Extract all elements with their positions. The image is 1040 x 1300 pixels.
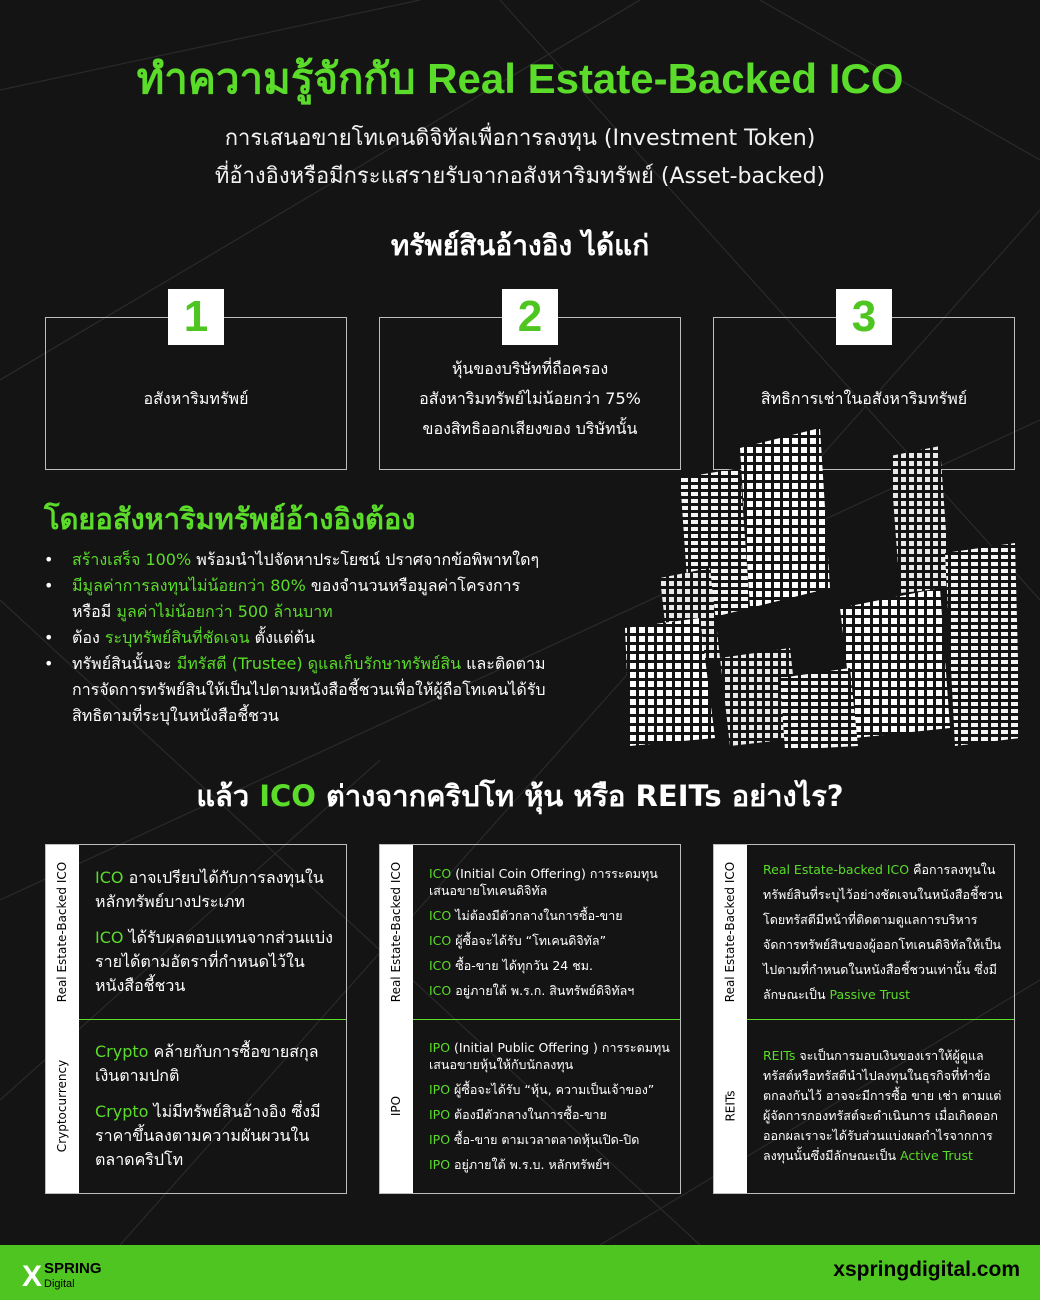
svg-text:X: X (22, 1260, 43, 1293)
compare-heading: แล้ว ICO ต่างจากคริปโท หุ้น หรือ REITs อย่างไร? (196, 779, 844, 813)
compare-card-reits (713, 844, 1015, 1194)
requirement-item: • สร้างเสร็จ 100% พร้อมนำไปจัดหาประโยชน์ ปราศจากข้อพิพาทใดๆ (44, 547, 604, 573)
section-label: IPO (380, 1019, 413, 1193)
paragraph: ICO ได้รับผลตอบแทนจากส่วนแบ่งรายได้ตามอัตราที่กำหนดไว้ในหนังสือชี้ชวน (95, 928, 333, 995)
requirement-item: • มีมูลค่าการลงทุนไม่น้อยกว่า 80% ของจำนวนหรือมูลค่าโครงการ หรือมี มูลค่าไม่น้อยกว่า 500 ล้านบาท (44, 573, 604, 625)
section-label: Real Estate-Backed ICO (714, 845, 747, 1019)
page-subtitle (0, 120, 1040, 196)
paragraph: Crypto ไม่มีทรัพย์สินอ้างอิง ซึ่งมีราคาขึ้นลงตามความผันผวนในตลาดคริปโท (95, 1102, 321, 1169)
card-section-ico (380, 845, 680, 1020)
list-item: ICO ผู้ซื้อจะได้รับ “โทเคนดิจิทัล” (429, 933, 607, 948)
section-label: REITs (714, 1019, 747, 1193)
section-label: Real Estate-Backed ICO (46, 845, 79, 1019)
compare-card-crypto (45, 844, 347, 1194)
assets-heading: ทรัพย์สินอ้างอิง ได้แก่ (390, 229, 650, 262)
asset-number-3: 3 (836, 289, 892, 345)
list-item: ICO ซื้อ-ขาย ได้ทุกวัน 24 ชม. (429, 958, 593, 973)
subtitle-line-1: การเสนอขายโทเคนดิจิทัลเพื่อการลงทุน (Investment Token) (224, 126, 816, 151)
list-item: ICO (Initial Coin Offering) การระดมทุนเสนอขายโทเคนดิจิทัล (429, 866, 658, 898)
requirements-list (44, 547, 604, 729)
subtitle-line-2: ที่อ้างอิงหรือมีกระแสรายรับจากอสังหาริมทรัพย์ (Asset-backed) (214, 164, 826, 189)
list-item: IPO ผู้ซื้อจะได้รับ “หุ้น, ความเป็นเจ้าของ” (429, 1082, 655, 1097)
website-link[interactable]: xspringdigital.com (833, 1258, 1020, 1281)
list-item: IPO อยู่ภายใต้ พ.ร.บ. หลักทรัพย์ฯ (429, 1157, 610, 1172)
section-label: Cryptocurrency (46, 1019, 79, 1193)
card-section-ico (714, 845, 1014, 1020)
requirements-heading: โดยอสังหาริมทรัพย์อ้างอิงต้อง (44, 502, 416, 536)
list-item: ICO อยู่ภายใต้ พ.ร.ก. สินทรัพย์ดิจิทัลฯ (429, 983, 635, 998)
requirement-item: • ต้อง ระบุทรัพย์สินที่ชัดเจน ตั้งแต่ต้น (44, 625, 604, 651)
paragraph: Real Estate-backed ICO คือการลงทุนในทรัพย์สินที่ระบุไว้อย่างชัดเจนในหนังสือชี้ชวน โดยทรัสตีมีหน้าที่ติดตามดูแลการบริหารจัดการทรัพย์สินของผู้ออกโทเคนดิจิทัลให้เป็นไปตามที่กำหนดในหนังสือชี้ชวนเท่านั้น ซึ่งมีลักษณะเป็น Passive Trust (763, 862, 1003, 1002)
svg-text:SPRING: SPRING (44, 1260, 102, 1277)
asset-1-line: อสังหาริมทรัพย์ (143, 388, 249, 408)
svg-text:Digital: Digital (44, 1278, 75, 1290)
card-section-reits (714, 1019, 1014, 1193)
card-section-ipo (380, 1019, 680, 1193)
list-item: IPO (Initial Public Offering ) การระดมทุนเสนอขายหุ้นให้กับนักลงทุน (429, 1040, 670, 1072)
section-label: Real Estate-Backed ICO (380, 845, 413, 1019)
asset-number-2: 2 (502, 289, 558, 345)
paragraph: ICO อาจเปรียบได้กับการลงทุนในหลักทรัพย์บางประเภท (95, 868, 324, 911)
asset-2-line-2: อสังหาริมทรัพย์ไม่น้อยกว่า 75% (419, 388, 641, 408)
paragraph: Crypto คล้ายกับการซื้อขายสกุลเงินตามปกติ (95, 1042, 319, 1085)
list-item: IPO ต้องมีตัวกลางในการซื้อ-ขาย (429, 1107, 607, 1122)
footer (0, 1245, 1040, 1300)
list-item: IPO ซื้อ-ขาย ตามเวลาตลาดหุ้นเปิด-ปิด (429, 1132, 640, 1147)
asset-2-line-3: ของสิทธิออกเสียงของ บริษัทนั้น (422, 418, 638, 438)
paragraph: REITs จะเป็นการมอบเงินของเราให้ผู้ดูแลทรัสต์หรือทรัสตีนำไปลงทุนในธุรกิจที่ทำข้อตกลงกันไว้ อาจจะมีการซื้อ ขาย เช่า ตามแต่ผู้จัดการกองทรัสต์จะดำเนินการ เมื่อเกิดดอกออกผลเราจะได้รับส่วนแบ่งผลกำไรจากการลงทุนนั้นซึ่งมีลักษณะเป็น Active Trust (763, 1048, 1002, 1163)
card-section-crypto (46, 1019, 346, 1193)
xspring-logo (20, 1255, 140, 1293)
list-item: ICO ไม่ต้องมีตัวกลางในการซื้อ-ขาย (429, 908, 623, 923)
requirement-item: • ทรัพย์สินนั้นจะ มีทรัสตี (Trustee) ดูแลเก็บรักษาทรัพย์สิน และติดตาม การจัดการทรัพย์สินให้เป็นไปตามหนังสือชี้ชวนเพื่อให้ผู้ถือโทเคนได้รับ สิทธิตามที่ระบุในหนังสือชี้ชวน (44, 651, 604, 729)
asset-2-line-1: หุ้นของบริษัทที่ถือครอง (451, 358, 609, 378)
buildings-illustration (620, 428, 1020, 750)
asset-3-line: สิทธิการเช่าในอสังหาริมทรัพย์ (760, 388, 968, 408)
page-title: ทำความรู้จักกับ Real Estate-Backed ICO (136, 55, 904, 102)
compare-card-ipo (379, 844, 681, 1194)
asset-number-1: 1 (168, 289, 224, 345)
card-section-ico (46, 845, 346, 1020)
